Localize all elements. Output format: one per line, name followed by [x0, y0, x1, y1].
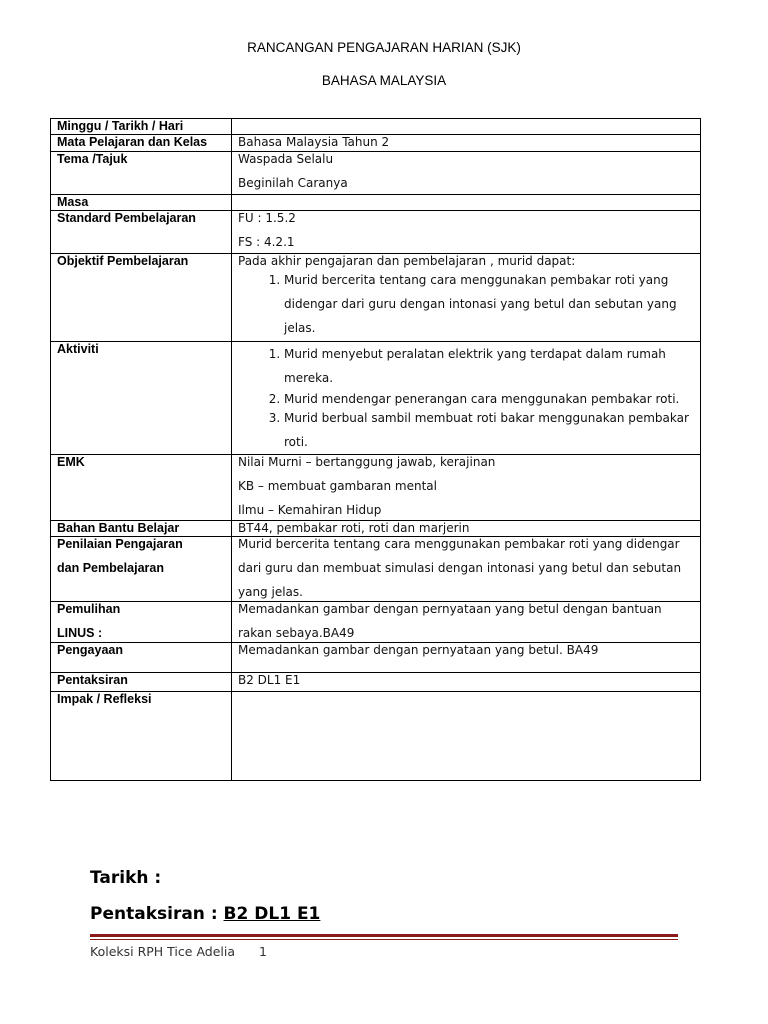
- subject-title: BAHASA MALAYSIA: [321, 73, 447, 88]
- document-title: RANCANGAN PENGAJARAN HARIAN (SJK): [247, 40, 521, 55]
- objektif-intro: Pada akhir pengajaran dan pembelajaran , murid dapat:: [238, 254, 576, 268]
- value-aktiviti: [232, 342, 701, 455]
- row-masa: [51, 195, 701, 211]
- pemulihan-line-1: Memadankan gambar dengan pernyataan yang betul dengan bantuan: [238, 602, 662, 616]
- standard-line-2: FS : 4.2.1: [238, 235, 295, 249]
- label-tema: Tema /Tajuk: [51, 152, 232, 195]
- row-minggu: [51, 119, 701, 135]
- row-impak: [51, 692, 701, 781]
- penilaian-line-1: Murid bercerita tentang cara menggunakan pembakar roti yang didengar: [238, 537, 680, 551]
- footer: [90, 944, 267, 959]
- label-mata-pelajaran: Mata Pelajaran dan Kelas: [51, 135, 232, 152]
- aktiviti-list: [238, 342, 694, 454]
- value-mata-pelajaran: Bahasa Malaysia Tahun 2: [232, 135, 701, 152]
- emk-line-1: Nilai Murni – bertanggung jawab, kerajinan: [238, 455, 496, 469]
- value-penilaian: [232, 537, 701, 602]
- row-tema: [51, 152, 701, 195]
- value-standard: [232, 211, 701, 254]
- value-impak: [232, 692, 701, 781]
- label-bahan: Bahan Bantu Belajar: [51, 521, 232, 537]
- row-objektif: [51, 254, 701, 342]
- pentaksiran-summary-value: B2 DL1 E1: [223, 904, 321, 924]
- value-tema: [232, 152, 701, 195]
- label-pentaksiran: Pentaksiran: [51, 673, 232, 692]
- penilaian-label-1: Penilaian Pengajaran: [57, 537, 183, 551]
- row-bahan: [51, 521, 701, 537]
- label-minggu: Minggu / Tarikh / Hari: [51, 119, 232, 135]
- row-pentaksiran: [51, 673, 701, 692]
- value-pemulihan: [232, 602, 701, 643]
- penilaian-line-3: yang jelas.: [238, 585, 303, 599]
- label-pemulihan: [51, 602, 232, 643]
- row-penilaian: [51, 537, 701, 602]
- pentaksiran-summary: [90, 904, 320, 924]
- value-objektif: [232, 254, 701, 342]
- pemulihan-line-2: rakan sebaya.BA49: [238, 626, 355, 640]
- pentaksiran-summary-label: Pentaksiran :: [90, 904, 224, 924]
- value-minggu: [232, 119, 701, 135]
- row-aktiviti: [51, 342, 701, 455]
- row-pemulihan: [51, 602, 701, 643]
- label-standard: Standard Pembelajaran: [51, 211, 232, 254]
- aktiviti-item: 2. Murid mendengar penerangan cara menggunakan pembakar roti.: [284, 392, 694, 406]
- emk-line-3: Ilmu – Kemahiran Hidup: [238, 503, 382, 517]
- row-emk: [51, 455, 701, 521]
- aktiviti-item: 3. Murid berbual sambil membuat roti bakar menggunakan pembakar roti.: [284, 406, 694, 454]
- page-number: 1: [259, 944, 267, 959]
- tema-line-1: Waspada Selalu: [238, 152, 334, 166]
- value-pengayaan: Memadankan gambar dengan pernyataan yang betul. BA49: [232, 643, 701, 673]
- penilaian-line-2: dari guru dan membuat simulasi dengan intonasi yang betul dan sebutan: [238, 561, 682, 575]
- value-bahan: BT44, pembakar roti, roti dan marjerin: [232, 521, 701, 537]
- footer-divider-thin: [90, 939, 678, 940]
- row-mata-pelajaran: [51, 135, 701, 152]
- label-emk: EMK: [51, 455, 232, 521]
- emk-line-2: KB – membuat gambaran mental: [238, 479, 437, 493]
- label-objektif: Objektif Pembelajaran: [51, 254, 232, 342]
- pemulihan-label-2: LINUS :: [57, 626, 103, 640]
- footer-divider-thick: [90, 934, 678, 937]
- objektif-item: 1. Murid bercerita tentang cara menggunakan pembakar roti yang didengar dari guru dengan intonasi yang betul dan sebutan yang jelas.: [284, 268, 694, 340]
- lesson-plan-table: [50, 118, 701, 781]
- label-aktiviti: Aktiviti: [51, 342, 232, 455]
- value-emk: [232, 455, 701, 521]
- row-pengayaan: [51, 643, 701, 673]
- value-pentaksiran: B2 DL1 E1: [232, 673, 701, 692]
- aktiviti-item: 1. Murid menyebut peralatan elektrik yang terdapat dalam rumah mereka.: [284, 342, 694, 390]
- label-masa: Masa: [51, 195, 232, 211]
- pemulihan-label-1: Pemulihan: [57, 602, 121, 616]
- value-masa: [232, 195, 701, 211]
- row-standard: [51, 211, 701, 254]
- label-pengayaan: Pengayaan: [51, 643, 232, 673]
- label-penilaian: [51, 537, 232, 602]
- footer-text: Koleksi RPH Tice Adelia: [90, 944, 236, 959]
- tarikh-label: Tarikh :: [90, 868, 162, 888]
- objektif-list: [238, 268, 694, 340]
- tema-line-2: Beginilah Caranya: [238, 176, 348, 190]
- label-impak: Impak / Refleksi: [51, 692, 232, 781]
- standard-line-1: FU : 1.5.2: [238, 211, 296, 225]
- penilaian-label-2: dan Pembelajaran: [57, 561, 164, 575]
